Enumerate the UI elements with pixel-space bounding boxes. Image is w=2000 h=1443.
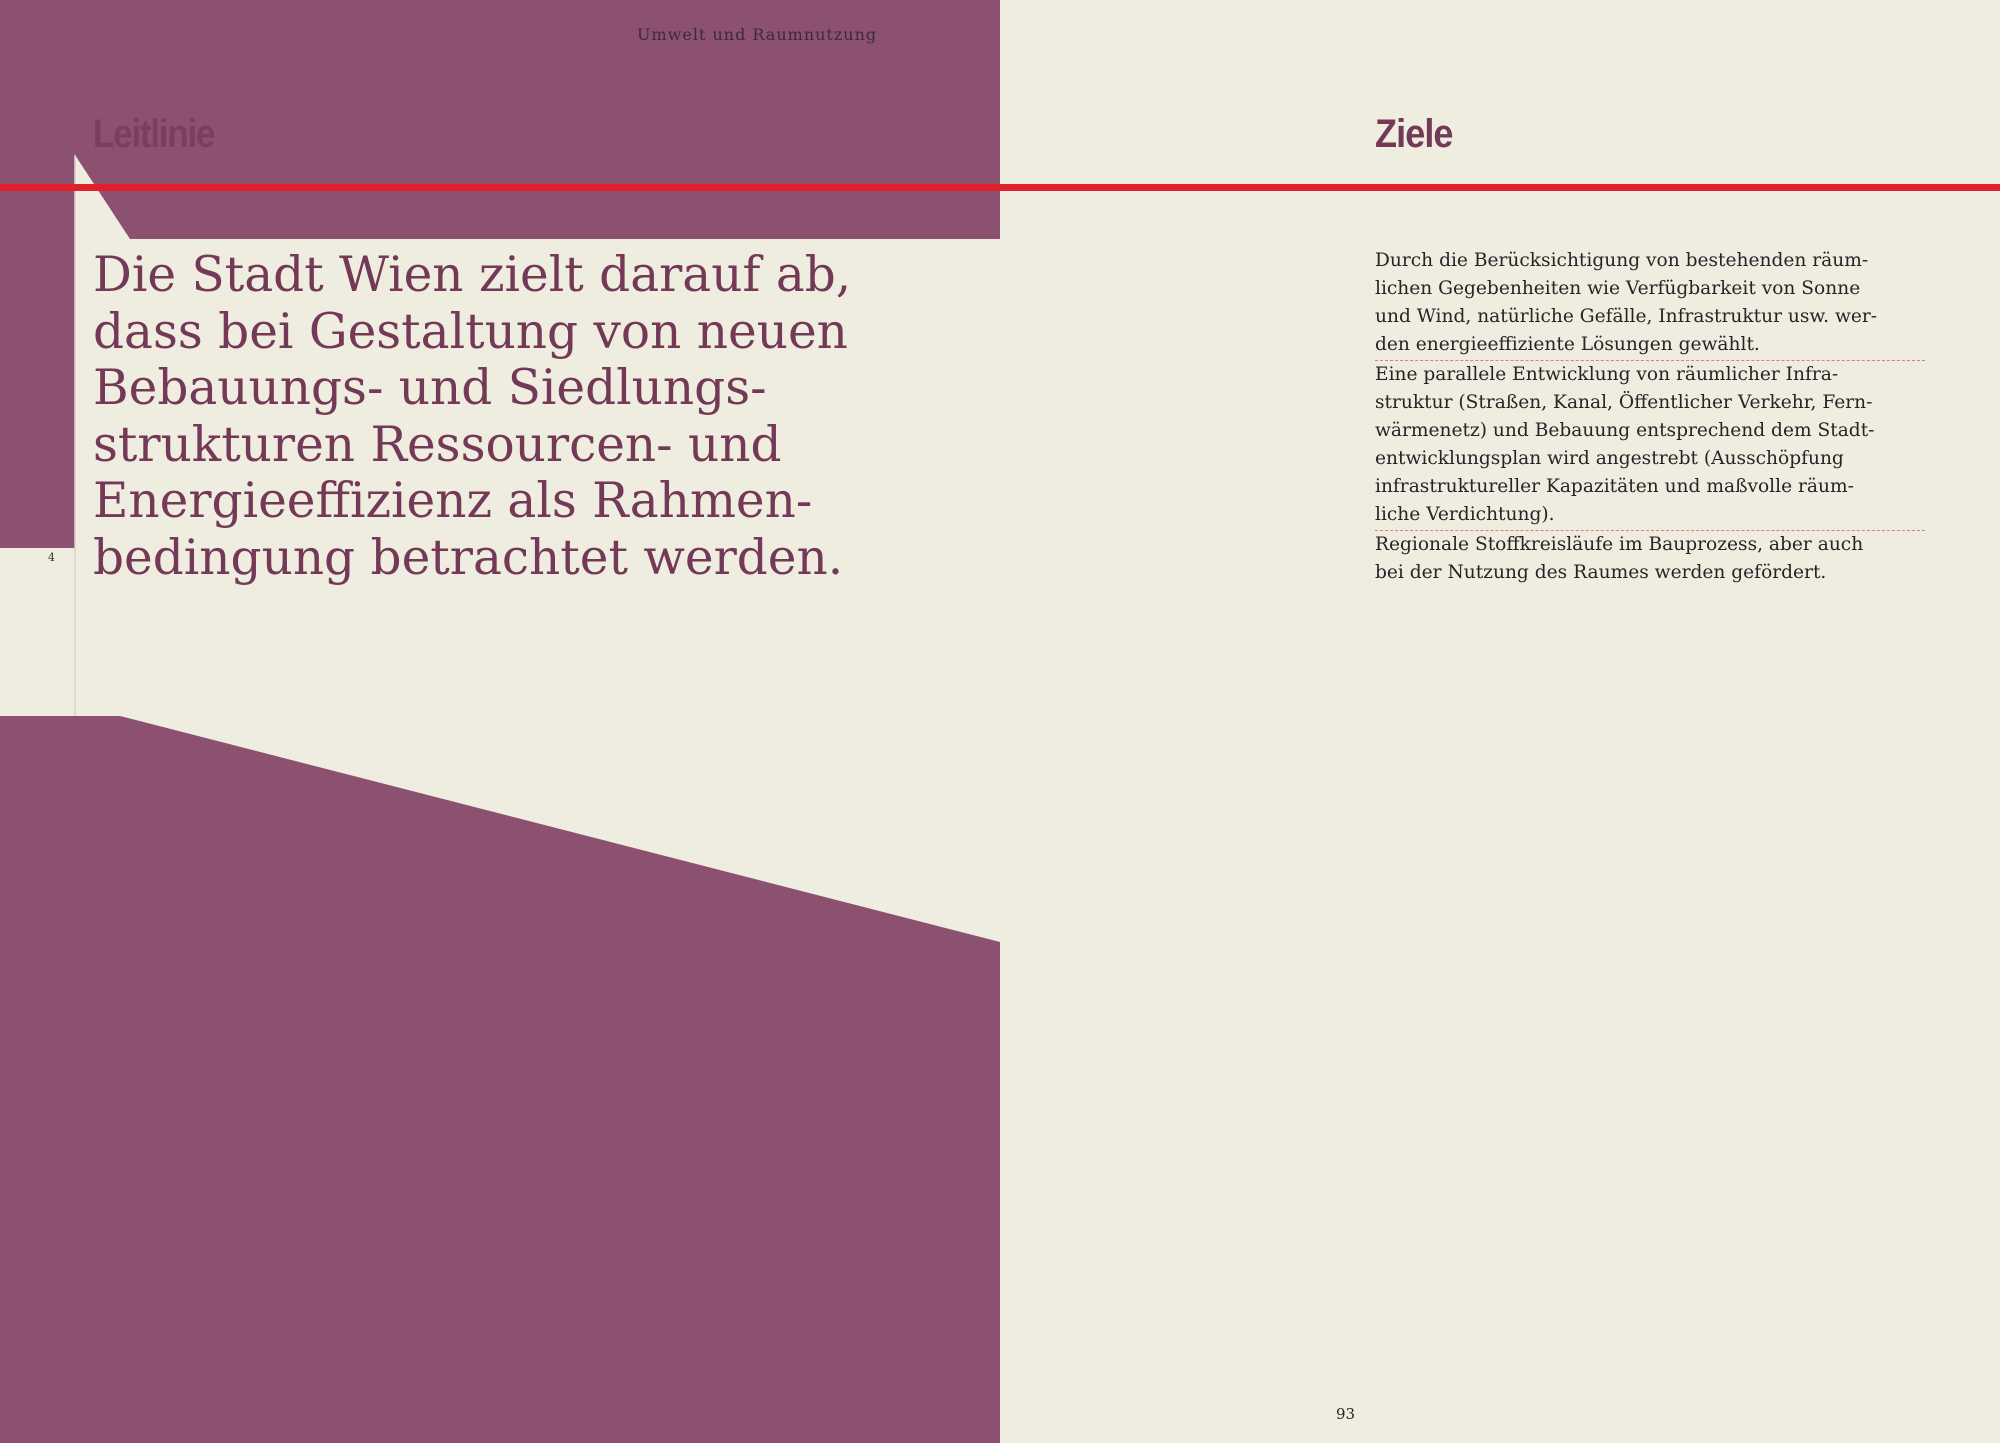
red-rule-right (0, 184, 2000, 191)
section-title-ziele: Ziele (1375, 112, 1453, 156)
statement-line: Energieeffizienz als Rahmen- (93, 473, 813, 529)
goal-line: Eine parallele Entwicklung von räumlicher Infra- (1375, 364, 1839, 385)
page-number: 93 (1336, 1405, 1356, 1423)
goal-line: liche Verdichtung). (1375, 504, 1555, 525)
goal-line: entwicklungsplan wird angestrebt (Ausschöpfung (1375, 448, 1844, 469)
goal-line: lichen Gegebenheiten wie Verfügbarkeit von Sonne (1375, 278, 1861, 299)
margin-number: 4 (48, 551, 55, 564)
statement-line: strukturen Ressourcen- und (93, 416, 782, 473)
goal-line: wärmenetz) und Bebauung entsprechend dem Stadt- (1375, 420, 1875, 441)
goal-line: infrastruktureller Kapazitäten und maßvolle räum- (1375, 476, 1854, 497)
statement-line: dass bei Gestaltung von neuen (93, 303, 848, 360)
statement-line: Die Stadt Wien zielt darauf ab, (93, 247, 852, 303)
goal-line: Durch die Berücksichtigung von bestehenden räum- (1375, 250, 1869, 271)
guideline-statement (93, 247, 973, 586)
goal-line: struktur (Straßen, Kanal, Öffentlicher Verkehr, Fern- (1375, 392, 1873, 413)
section-title-leitlinie: Leitlinie (93, 112, 215, 156)
goal-item (1375, 360, 1925, 530)
goal-line: bei der Nutzung des Raumes werden gefördert. (1375, 562, 1827, 583)
goal-line: und Wind, natürliche Gefälle, Infrastruktur usw. wer- (1375, 306, 1878, 327)
goal-item (1375, 247, 1925, 360)
running-header: Umwelt und Raumnutzung (637, 25, 878, 44)
goal-item (1375, 530, 1925, 588)
right-page (1000, 0, 2000, 1443)
goal-line: den energieeffiziente Lösungen gewählt. (1375, 334, 1760, 355)
goals-list (1375, 247, 1925, 588)
margin-tab (0, 548, 76, 716)
goal-line: Regionale Stoffkreisläufe im Bauprozess, aber auch (1375, 534, 1864, 555)
statement-line: Bebauungs- und Siedlungs- (93, 360, 767, 416)
statement-line: bedingung betrachtet werden. (93, 529, 844, 586)
